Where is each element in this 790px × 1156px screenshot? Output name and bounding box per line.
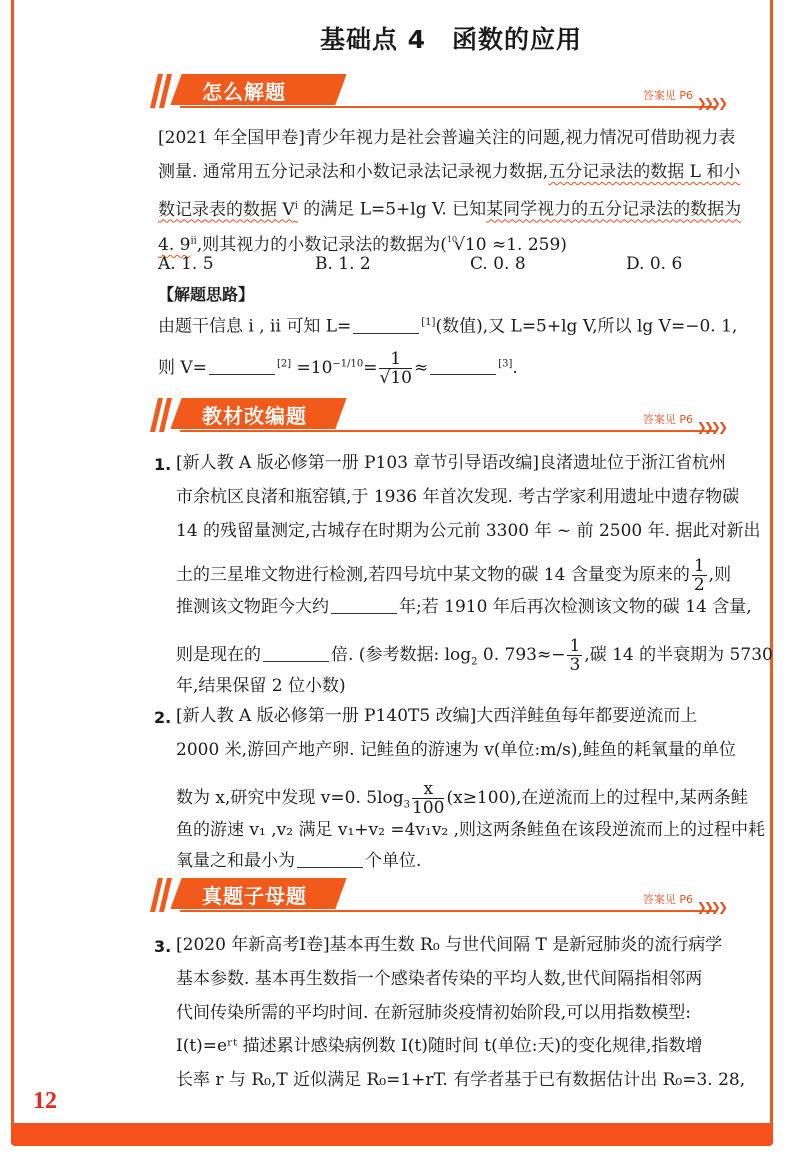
text: 则是现在的 [176, 645, 261, 665]
text: 0. 793≈− [477, 645, 566, 665]
text-line: 市余杭区良渚和瓶窑镇,于 1936 年首次发现. 考古学家利用遗址中遗存物碳 [176, 487, 740, 507]
text: 则 V= [158, 358, 207, 378]
text: 年;若 1910 年后再次检测该文物的碳 14 含量, [399, 597, 752, 617]
text-line: I(t)=eʳᵗ 描述累计感染病例数 I(t)随时间 t(单位:天)的变化规律,指数增 [176, 1036, 703, 1056]
section-banner-solve [150, 74, 725, 108]
text: 由题干信息 i , ii 可知 L= [158, 316, 352, 337]
text-line: [2021 年全国甲卷]青少年视力是社会普遍关注的问题,视力情况可借助视力表 [158, 128, 736, 148]
question-number: 1. [154, 455, 172, 474]
text: (数值),又 L=5+lg V,所以 lg V=−0. 1, [435, 316, 738, 337]
text-line: 年,结果保留 2 位小数) [176, 676, 346, 696]
chevrons-icon: ❯❯❯❯ [696, 96, 725, 110]
text-line [176, 637, 773, 674]
answer-ref: 答案见 P6 [642, 413, 693, 426]
denominator: √10 [379, 368, 412, 388]
marker: ii [190, 235, 197, 247]
answer-ref: 答案见 P6 [642, 893, 693, 906]
marker: [1] [421, 317, 436, 328]
option-c: C. 0. 8 [470, 254, 526, 274]
text: ≈1. 259) [486, 235, 567, 255]
text: 推测该文物距今大约 [176, 597, 329, 617]
text-line: 2000 米,游回产地产卵. 记鲑鱼的游速为 v(单位:m/s),鲑鱼的耗氧量的单位 [176, 740, 736, 760]
page-number: 12 [33, 1088, 57, 1114]
subscript: 3 [403, 799, 411, 811]
marker: i [294, 200, 298, 211]
text-line: 代间传染所需的平均时间. 在新冠肺炎疫情初始阶段,可以用指数模型: [176, 1003, 691, 1023]
text: 数为 x,研究中发现 v=0. 5log [176, 788, 404, 808]
text: 个单位. [365, 851, 422, 871]
text: 倍. (参考数据: log [331, 645, 472, 665]
chevrons-icon: ❯❯❯❯ [696, 420, 725, 434]
numerator: 1 [379, 350, 411, 369]
text: =10 [291, 358, 333, 378]
text: ≈ [413, 358, 429, 378]
text-line: 14 的残留量测定,古城存在时期为公元前 3300 年 ~ 前 2500 年. 据此对新出 [176, 521, 761, 541]
text: (x≥100),在逆流而上的过程中,某两条鲑 [446, 788, 748, 808]
question-number: 2. [154, 708, 172, 727]
text: ,则其视力的小数记录法的数据为( [196, 235, 447, 255]
divider [180, 910, 715, 912]
numerator: x [412, 780, 444, 799]
blank [353, 317, 419, 334]
highlight [158, 200, 298, 220]
text-line: [2020 年新高考Ⅰ卷]基本再生数 R₀ 与世代间隔 T 是新冠肺炎的流行病学 [176, 935, 723, 955]
divider [180, 106, 715, 108]
text-line [176, 780, 748, 817]
text: 数记录表的数据 V [158, 199, 295, 220]
section-title: 怎么解题 [202, 80, 286, 104]
page-title: 基础点 4 函数的应用 [319, 25, 583, 54]
denominator: 3 [569, 655, 581, 675]
highlight: 某同学视力的五分记录法的数据为 [486, 199, 742, 220]
text: ,碳 14 的半衰期为 5730 [584, 645, 773, 665]
text: 测量. 通常用五分记录法和小数记录法记录视力数据, [158, 162, 549, 182]
text-line: 基本参数. 基本再生数指一个感染者传染的平均人数,世代间隔指相邻两 [176, 969, 703, 989]
solution-heading: 【解题思路】 [158, 285, 255, 304]
denominator: 2 [693, 575, 705, 595]
highlight: 4. 9 [158, 235, 191, 255]
marker: [3] [498, 358, 513, 370]
denominator: 100 [412, 798, 445, 818]
fraction [692, 557, 707, 594]
question-number: 3. [154, 937, 172, 956]
text-line: 长率 r 与 R₀,T 近似满足 R₀=1+rT. 有学者基于已有数据估计出 R₀=3. 28, [176, 1070, 746, 1090]
blank [430, 358, 496, 375]
subscript: 2 [471, 656, 478, 668]
option-b: B. 1. 2 [315, 254, 371, 274]
text-line [176, 597, 752, 617]
text-line [158, 313, 737, 337]
text-line [176, 851, 421, 871]
option-d: D. 0. 6 [626, 254, 683, 274]
text-line: [新人教 A 版必修第一册 P140T5 改编]大西洋鲑鱼每年都要逆流而上 [176, 706, 698, 726]
option-a: A. 1. 5 [158, 254, 214, 274]
text: 的满足 L=5+lg V. 已知 [297, 199, 487, 220]
text: = [363, 358, 378, 378]
blank [297, 851, 363, 868]
section-title: 真题子母题 [202, 884, 307, 908]
blank [209, 358, 275, 375]
highlight: 五分记录法的数据 L 和小 [548, 162, 741, 182]
text: 土的三星堆文物进行检测,若四号坑中某文物的碳 14 含量变为原来的 [176, 565, 690, 585]
marker: [2] [276, 358, 292, 370]
text-line: [新人教 A 版必修第一册 P103 章节引导语改编]良渚遗址位于浙江省杭州 [176, 453, 727, 473]
fraction [412, 780, 444, 817]
text-line [158, 350, 518, 387]
text-line [176, 557, 731, 594]
text-line [158, 196, 741, 220]
blank [263, 645, 329, 662]
section-title: 教材改编题 [202, 404, 307, 428]
text-line [158, 230, 567, 255]
section-banner-textbook [150, 398, 725, 432]
blank [331, 597, 397, 614]
radical: √10 [454, 235, 487, 255]
chevrons-icon: ❯❯❯❯ [696, 900, 725, 914]
text-line [158, 162, 740, 182]
fraction [379, 350, 411, 387]
divider [180, 430, 715, 432]
root-index: 10 [446, 235, 458, 244]
exponent: −1/10 [332, 358, 364, 370]
fraction [567, 637, 582, 674]
text: 氧量之和最小为 [176, 851, 295, 871]
bottom-band [11, 1123, 773, 1146]
section-banner-exam [150, 878, 725, 912]
text-line: 鱼的游速 v₁ ,v₂ 满足 v₁+v₂ =4v₁v₂ ,则这两条鲑鱼在该段逆流而上的过程中耗 [176, 820, 766, 840]
numerator: 1 [569, 636, 581, 656]
answer-ref: 答案见 P6 [642, 89, 693, 102]
numerator: 1 [693, 556, 705, 576]
text: . [512, 358, 518, 378]
text: ,则 [708, 565, 732, 585]
